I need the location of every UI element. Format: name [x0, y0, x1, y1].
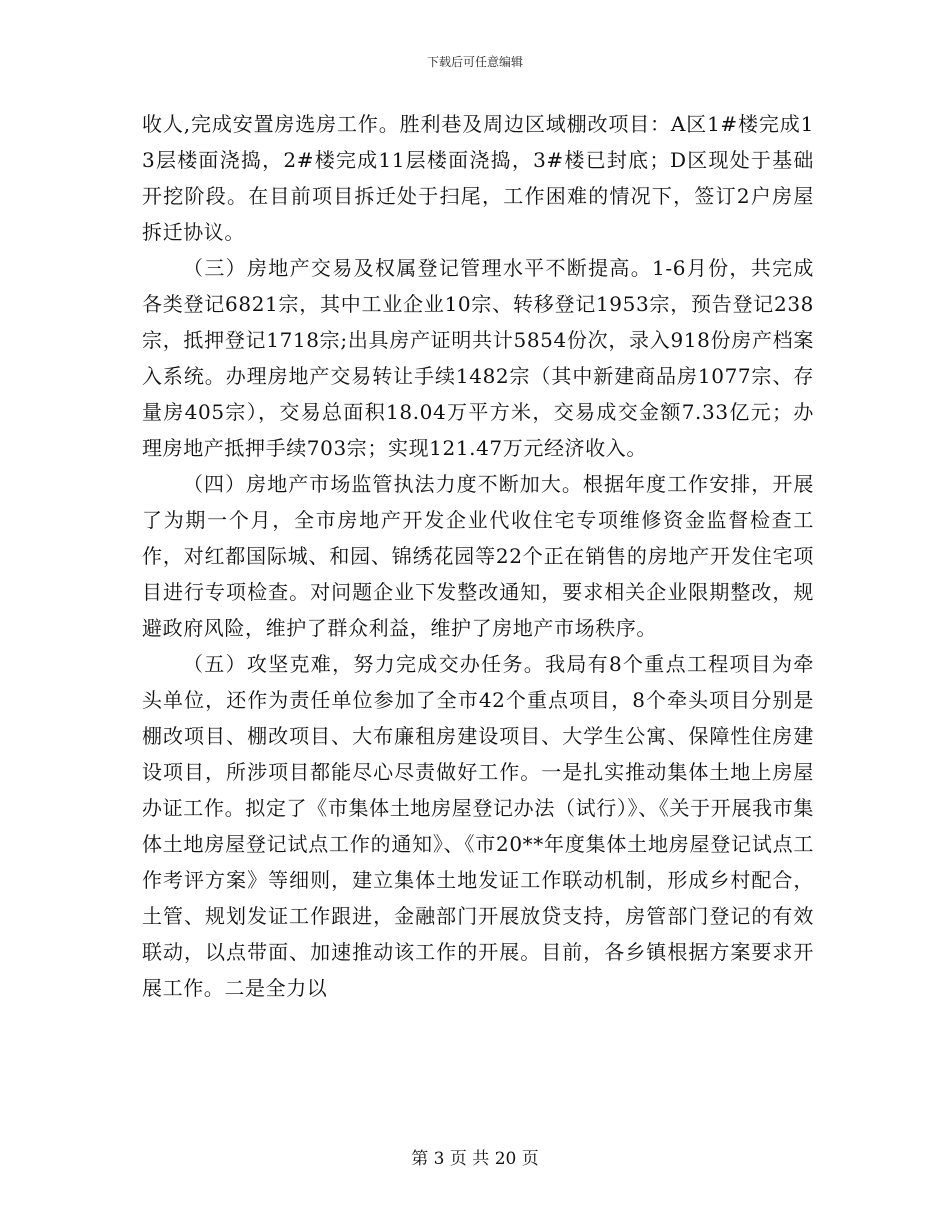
page-header: 下载后可任意编辑: [426, 55, 523, 69]
page-number-footer: 第 3 页 共 20 页: [411, 1149, 539, 1169]
paragraph-section-4: （四）房地产市场监管执法力度不断加大。根据年度工作安排，开展了为期一个月，全市房地产开发企业代收住宅专项维修资金监督检查工作，对红都国际城、和园、锦绣花园等22个正在销售的房地产开发住宅项目进行专项检查。对问题企业下发整改通知，要求相关企业限期整改，规避政府风险，维护了群众利益，维护了房地产市场秩序。: [142, 472, 814, 640]
paragraph-section-5: （五）攻坚克难，努力完成交办任务。我局有8个重点工程项目为牵头单位，还作为责任单位参加了全市42个重点项目，8个牵头项目分别是棚改项目、棚改项目、大布廉租房建设项目、大学生公寓、保障性住房建设项目，所涉项目都能尽心尽责做好工作。一是扎实推动集体土地上房屋办证工作。拟定了《市集体土地房屋登记办法（试行）》、《关于开展我市集体土地房屋登记试点工作的通知》、《市20**年度集体土地房屋登记试点工作考评方案》等细则，建立集体土地发证工作联动机制，形成乡村配合，土管、规划发证工作跟进，金融部门开展放贷支持，房管部门登记的有效联动，以点带面、加速推动该工作的开展。目前，各乡镇根据方案要求开展工作。二是全力以: [142, 652, 814, 1000]
paragraph-continued: 收人,完成安置房选房工作。胜利巷及周边区域棚改项目：A区1#楼完成13层楼面浇捣，2#楼完成11层楼面浇捣，3#楼已封底；D区现处于基础开挖阶段。在目前项目拆迁处于扫尾，工作困难的情况下，签订2户房屋拆迁协议。: [142, 112, 814, 244]
paragraph-section-3: （三）房地产交易及权属登记管理水平不断提高。1-6月份，共完成各类登记6821宗，其中工业企业10宗、转移登记1953宗，预告登记238宗，抵押登记1718宗;出具房产证明共计5854份次，录入918份房产档案入系统。办理房地产交易转让手续1482宗（其中新建商品房1077宗、存量房405宗），交易总面积18.04万平方米，交易成交金额7.33亿元；办理房地产抵押手续703宗；实现121.47万元经济收入。: [142, 256, 814, 460]
document-body: [142, 106, 814, 1006]
